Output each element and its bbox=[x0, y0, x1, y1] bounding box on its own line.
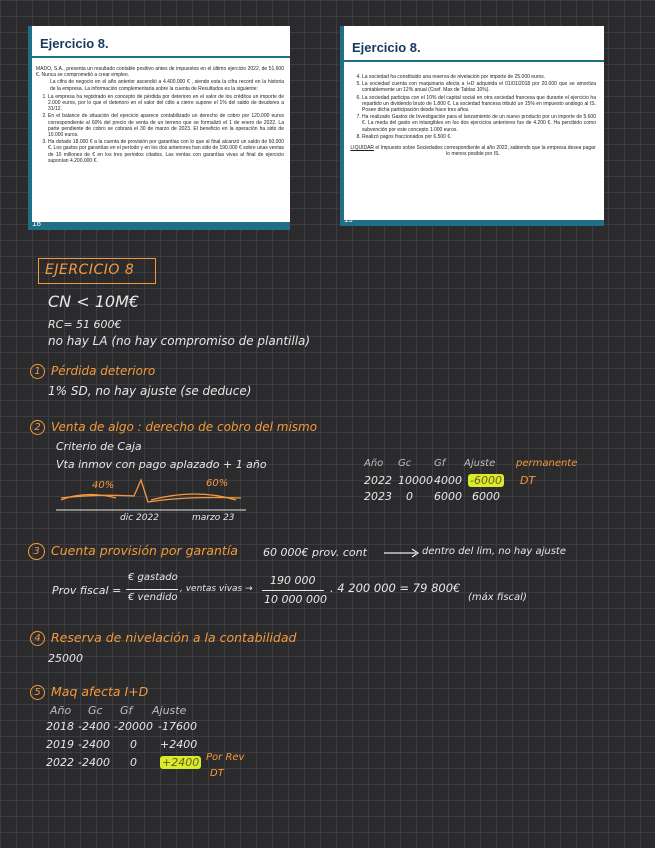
note-dt: DT bbox=[210, 768, 224, 779]
cell: 4000 bbox=[434, 474, 462, 487]
cell: 10000 bbox=[398, 474, 433, 487]
col-ajuste: Ajuste bbox=[152, 704, 187, 717]
section-2-table bbox=[364, 458, 584, 508]
cell: -2400 bbox=[78, 756, 110, 769]
slide-left-item: 1. La empresa ha registrado en concepto de pérdida por deterioro en el valor de los créditos un importe de 2.000 euros, por lo que el deterioro en el valor del cdto a cierre supone el 1% del saldo de deudores a 31/12. bbox=[48, 94, 284, 113]
col-gf: Gf bbox=[120, 704, 133, 717]
slide-left-intro2: La cifra de negocio en el año anterior ascendió a 4.400.000 € , siendo esta la cifra record en la historia de la empresa. La información complementaria sobre la cuenta de Resultados es la siguiente: bbox=[50, 79, 284, 92]
slide-left-body bbox=[36, 66, 284, 165]
slide-right-title: Ejercicio 8. bbox=[352, 40, 421, 55]
cell: -2400 bbox=[78, 720, 110, 733]
slide-left-item: 2. En el balance de situación del ejercicio aparece contabilizado un derecho de cobro por 120.000 euros correspondiente al 60% del precio de venta de un terreno que se formalizó el 1 de enero de 2022. La parte pendiente de cobro se cobrará el 30 de marzo de 2023. El beneficio en la operación ha sido de 10.000 euros. bbox=[48, 113, 284, 138]
slide-right-body bbox=[350, 72, 596, 158]
section-3-result: dentro del lim, no hay ajuste bbox=[422, 546, 567, 557]
slide-left-intro: MADO, S.A., presenta un resultado contable positivo antes de impuestos en el último ejercicio 2022, de 51.600 €. Nunca se comprometió a crear empleo. bbox=[36, 66, 284, 79]
section-2-line2: Vta inmov con pago aplazado + 1 año bbox=[56, 458, 267, 471]
section-1-number: 1 bbox=[30, 364, 45, 379]
slide-right-accent bbox=[340, 26, 344, 226]
slide-left-page-number: 18 bbox=[32, 219, 41, 228]
section-2-title bbox=[30, 420, 317, 435]
notes-heading: EJERCICIO 8 bbox=[38, 258, 156, 284]
slide-left bbox=[28, 26, 290, 230]
section-3-amount: 60 000€ prov. cont bbox=[263, 546, 367, 559]
note-la: no hay LA (no hay compromiso de plantilla) bbox=[48, 334, 311, 348]
conclusion-text: el Impuesto sobre Sociedades correspondiente al año 2022, sabiendo que la empresa desea pagar lo menos posible por IS. bbox=[374, 145, 596, 158]
col-ano: Año bbox=[50, 704, 72, 717]
slide-right-list bbox=[350, 74, 596, 140]
cell: 0 bbox=[406, 490, 413, 503]
section-2-number: 2 bbox=[30, 420, 45, 435]
arrow-icon bbox=[384, 546, 422, 560]
cell: 0 bbox=[130, 756, 137, 769]
note-cn: CN < 10M€ bbox=[48, 292, 140, 311]
section-4-value: 25000 bbox=[48, 652, 83, 665]
slide-left-rule bbox=[28, 56, 290, 58]
section-3-title bbox=[28, 543, 238, 560]
section-3-number: 3 bbox=[28, 543, 45, 560]
section-4-label: Reserva de nivelación a la contabilidad bbox=[51, 630, 297, 645]
section-3-mid: , ventas vivas → bbox=[180, 584, 253, 594]
fraction-bar bbox=[262, 590, 324, 591]
slide-left-footer bbox=[28, 222, 290, 230]
cell: 2022 bbox=[364, 474, 392, 487]
slide-right-item: 7. Ha realizado Gastos de Investigación para el lanzamiento de un nuevo producto por un importe de 5.600 €. La meda del gasto en intangibles en los dos ejercicios anteriores fue de 4.200 €. Ha percibido como subvención por este concepto 1.000 euros. bbox=[362, 114, 596, 133]
cell: 2023 bbox=[364, 490, 392, 503]
cell-highlighted: +2400 bbox=[162, 756, 200, 769]
fraction-ratio-den: 10 000 000 bbox=[264, 593, 327, 606]
fraction-ratio-num: 190 000 bbox=[270, 574, 316, 587]
slide-right-rule bbox=[340, 60, 604, 62]
slide-right-footer bbox=[340, 220, 604, 226]
cell: 0 bbox=[130, 738, 137, 751]
cell: 6000 bbox=[434, 490, 462, 503]
section-5-number: 5 bbox=[30, 685, 45, 700]
section-5-table bbox=[46, 704, 266, 780]
section-2-label: Venta de algo : derecho de cobro del mismo bbox=[51, 420, 318, 434]
cell: -17600 bbox=[158, 720, 197, 733]
note-por-rev: Por Rev bbox=[206, 752, 245, 763]
fraction-spent-num: € gastado bbox=[128, 572, 178, 583]
col-ajuste: Ajuste bbox=[464, 458, 496, 469]
slide-left-list bbox=[36, 94, 284, 164]
slide-right-item: 6. La sociedad participa con el 10% del capital social en otra sociedad francesa que durante el ejercicio ha repartido un dividendo bruto de 1.800 €. La sociedad francesa tributó un 15% en impuesto análogo al IS. Posee dicha participación desde hace tres años. bbox=[362, 95, 596, 114]
col-gc: Gc bbox=[88, 704, 103, 717]
conclusion-liquidar: LIQUIDAR bbox=[350, 145, 375, 152]
section-4-title bbox=[30, 630, 296, 646]
timeline-pct-40: 40% bbox=[92, 480, 115, 491]
note-permanente: permanente bbox=[516, 458, 578, 469]
section-3-tail: . 4 200 000 = 79 800€ bbox=[330, 581, 461, 595]
cell: 2022 bbox=[46, 756, 74, 769]
timeline-pct-60: 60% bbox=[206, 478, 229, 489]
note-dt: DT bbox=[520, 474, 536, 487]
cell: 2019 bbox=[46, 738, 74, 751]
slide-left-title: Ejercicio 8. bbox=[40, 36, 109, 51]
timeline-date-mar: marzo 23 bbox=[192, 513, 235, 523]
fraction-bar bbox=[126, 589, 178, 590]
col-gc: Gc bbox=[398, 458, 412, 469]
fraction-spent-den: € vendido bbox=[128, 592, 178, 603]
section-3-max: (máx fiscal) bbox=[468, 592, 527, 603]
col-ano: Año bbox=[364, 458, 384, 469]
section-1-title bbox=[30, 364, 155, 379]
slide-right-item: 4. La sociedad ha constituido una reserva de nivelación por importe de 25.000 euros. bbox=[362, 74, 596, 80]
cell-highlighted: -6000 bbox=[470, 474, 502, 487]
section-2-line1: Criterio de Caja bbox=[56, 440, 142, 453]
cell: -2400 bbox=[78, 738, 110, 751]
slide-right-conclusion bbox=[350, 145, 596, 157]
slide-right-page-number: 19 bbox=[344, 215, 353, 224]
section-3-label: Cuenta provisión por garantía bbox=[51, 543, 238, 558]
section-3-formula-lhs: Prov fiscal = bbox=[52, 584, 122, 597]
cell: 6000 bbox=[472, 490, 500, 503]
cell: +2400 bbox=[160, 738, 198, 751]
slide-right bbox=[340, 26, 604, 226]
slide-right-item: 8. Realizó pagos fraccionados por 6.500 €. bbox=[362, 134, 596, 140]
section-1-label: Pérdida deterioro bbox=[51, 364, 156, 378]
section-4-number: 4 bbox=[30, 631, 45, 646]
section-5-title bbox=[30, 684, 148, 700]
timeline-date-dec: dic 2022 bbox=[120, 513, 159, 523]
cell: -20000 bbox=[114, 720, 153, 733]
slide-left-item: 3. Ha dotado 18.000 € a la cuenta de provisión por garantías con lo que al final alcanzó un saldo de 60.000 €. Los gastos por garantías en el período y en los dos anteriores han sido de 190.000 € sobre unas ventas de 10 millones de € en los tres periodos citados. Las ventas con garantías vivas al final de ejercicio suponían 4.200.000 €. bbox=[48, 139, 284, 164]
col-gf: Gf bbox=[434, 458, 446, 469]
slide-right-item: 5. La sociedad cuenta con maquinaria afecta a I+D adquirida el 01/01/2018 por 20.000 que se amortiza contablemente un 12% anual (Coef. Max de Tablas 10%). bbox=[362, 81, 596, 93]
note-rc: RC= 51 600€ bbox=[48, 318, 122, 331]
section-5-label: Maq afecta I+D bbox=[51, 684, 149, 699]
cell: 2018 bbox=[46, 720, 74, 733]
section-1-text: 1% SD, no hay ajuste (se deduce) bbox=[48, 384, 252, 398]
